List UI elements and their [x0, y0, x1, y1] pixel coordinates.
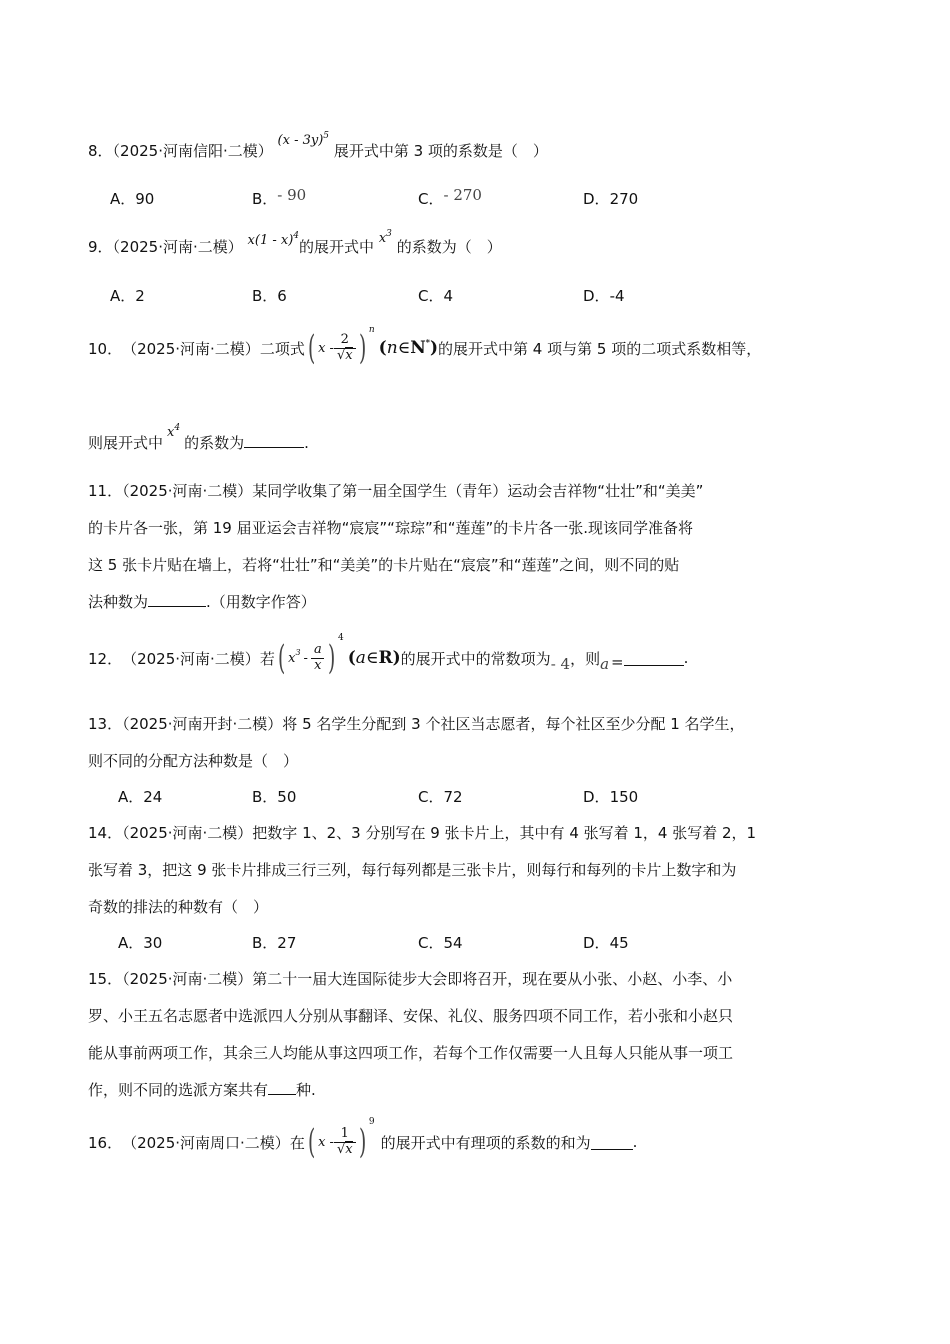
math-x: x -	[318, 1134, 334, 1150]
question-text: 的展开式中第 4 项与第 5 项的二项式系数相等，	[438, 339, 762, 358]
option-c[interactable]: C．4	[418, 287, 454, 305]
question-text: 展开式中第 3 项的系数是（ ）	[333, 142, 548, 160]
math-x: x -	[318, 340, 334, 356]
option-b[interactable]: B．6	[252, 287, 287, 305]
question-13-line-2: 则不同的分配方法种数是（ ）	[88, 752, 299, 770]
math-term: $x^4$	[167, 423, 181, 440]
option-c[interactable]: C．54	[418, 934, 463, 952]
math-x3: $x^3$	[288, 647, 301, 666]
question-11-line-1: 11．（2025·河南·二模）某同学收集了第一届全国学生（青年）运动会吉祥物“壮壮”和“美美”	[88, 482, 704, 500]
math-condition: (n∈N*)	[378, 337, 439, 358]
question-9: 9．（2025·河南·二模） x(1 - x)$^4$的展开式中 $x^3$ 的系数为（ ）	[88, 229, 502, 256]
question-number: 10．	[88, 339, 123, 358]
answer-blank[interactable]	[591, 1135, 633, 1150]
question-15-line-4: 作，则不同的选派方案共有 种.	[88, 1081, 316, 1099]
question-source: （2025·河南·二模）	[122, 649, 260, 668]
option-a[interactable]: A．30	[118, 934, 163, 952]
question-12: 12． （2025·河南·二模） 若 ( $x^3$ - $\frac{a}{x}$ ) 4 (a∈R) 的展开式中的常数项为 - 4 ，则 a = .	[88, 633, 689, 678]
answer-blank[interactable]	[624, 651, 684, 666]
question-10: 10． （2025·河南·二模） 二项式 ( x - $\frac{2}{√x}$ ) n (n∈N*) 的展开式中第 4 项与第 5 项的二项式系数相等，	[88, 325, 762, 368]
question-14-line-3: 奇数的排法的种数有（ ）	[88, 898, 269, 916]
question-11-line-4: 法种数为 .（用数字作答）	[88, 593, 316, 611]
option-c[interactable]: C．- 270	[418, 186, 482, 208]
question-11-line-2: 的卡片各一张，第 19 届亚运会吉祥物“宸宸”“琮琮”和“莲莲”的卡片各一张.现该同学准备将	[88, 519, 694, 537]
answer-blank[interactable]	[268, 1080, 296, 1095]
math-fraction: $\frac{1}{√x}$	[334, 1127, 356, 1158]
question-11-line-3: 这 5 张卡片贴在墙上，若将“壮壮”和“美美”的卡片贴在“宸宸”和“莲莲”之间，则不同的贴	[88, 556, 680, 574]
question-number: 8．	[88, 142, 113, 160]
question-15-line-3: 能从事前两项工作，其余三人均能从事这四项工作，若每个工作仅需要一人且每人只能从事一项工	[88, 1044, 734, 1062]
question-source: （2025·河南信阳·二模）	[112, 142, 273, 160]
question-14-line-1: 14．（2025·河南·二模）把数字 1、2、3 分别写在 9 张卡片上，其中有 4 张写着 1，4 张写着 2，1	[88, 824, 757, 842]
option-d[interactable]: D．270	[583, 190, 639, 208]
option-b[interactable]: B．27	[252, 934, 297, 952]
option-d[interactable]: D．-4	[583, 287, 625, 305]
question-text: 的展开式中的常数项为	[400, 649, 551, 668]
option-d[interactable]: D．150	[583, 788, 639, 806]
option-c[interactable]: C．72	[418, 788, 463, 806]
question-source: （2025·河南·二模）	[122, 339, 260, 358]
math-expression: x(1 - x)$^4$	[247, 231, 300, 248]
question-16: 16． （2025·河南周口·二模） 在 ( x - $\frac{1}{√x}$ ) 9 的展开式中有理项的系数的和为 .	[88, 1117, 638, 1162]
question-source: （2025·河南·二模）	[112, 238, 243, 256]
math-condition: (a∈R)	[347, 648, 401, 668]
math-fraction: $\frac{a}{x}$	[311, 643, 325, 674]
question-8	[88, 131, 548, 161]
question-source: （2025·河南周口·二模）	[122, 1133, 290, 1152]
question-13-line-1: 13．（2025·河南开封·二模）将 5 名学生分配到 3 个社区当志愿者，每个社区至少分配 1 名学生，	[88, 715, 745, 733]
question-text: 的展开式中有理项的系数的和为	[380, 1133, 591, 1152]
question-number: 16．	[88, 1133, 123, 1152]
question-10-line-2: 则展开式中$x^4$的系数为 .	[88, 423, 309, 452]
answer-blank[interactable]	[244, 433, 304, 448]
question-number: 9．	[88, 238, 113, 256]
question-15-line-2: 罗、小王五名志愿者中选派四人分别从事翻译、安保、礼仪、服务四项不同工作，若小张和小赵只	[88, 1007, 734, 1025]
math-fraction: $\frac{2}{√x}$	[334, 333, 356, 364]
option-b[interactable]: B．- 90	[252, 186, 307, 208]
question-15-line-1: 15．（2025·河南·二模）第二十一届大连国际徒步大会即将召开，现在要从小张、小赵、小李、小	[88, 970, 733, 988]
math-expression: (x - 3y)$^5$	[277, 131, 330, 148]
math-term: $x^3$	[378, 229, 392, 246]
option-a[interactable]: A．90	[110, 190, 155, 208]
question-14-line-2: 张写着 3，把这 9 张卡片排成三行三列，每行每列都是三张卡片，则每行和每列的卡片上数字和为	[88, 861, 737, 879]
option-b[interactable]: B．50	[252, 788, 297, 806]
answer-blank[interactable]	[148, 592, 206, 607]
question-number: 12．	[88, 649, 123, 668]
option-a[interactable]: A．24	[118, 788, 163, 806]
option-a[interactable]: A．2	[110, 287, 145, 305]
option-d[interactable]: D．45	[583, 934, 629, 952]
